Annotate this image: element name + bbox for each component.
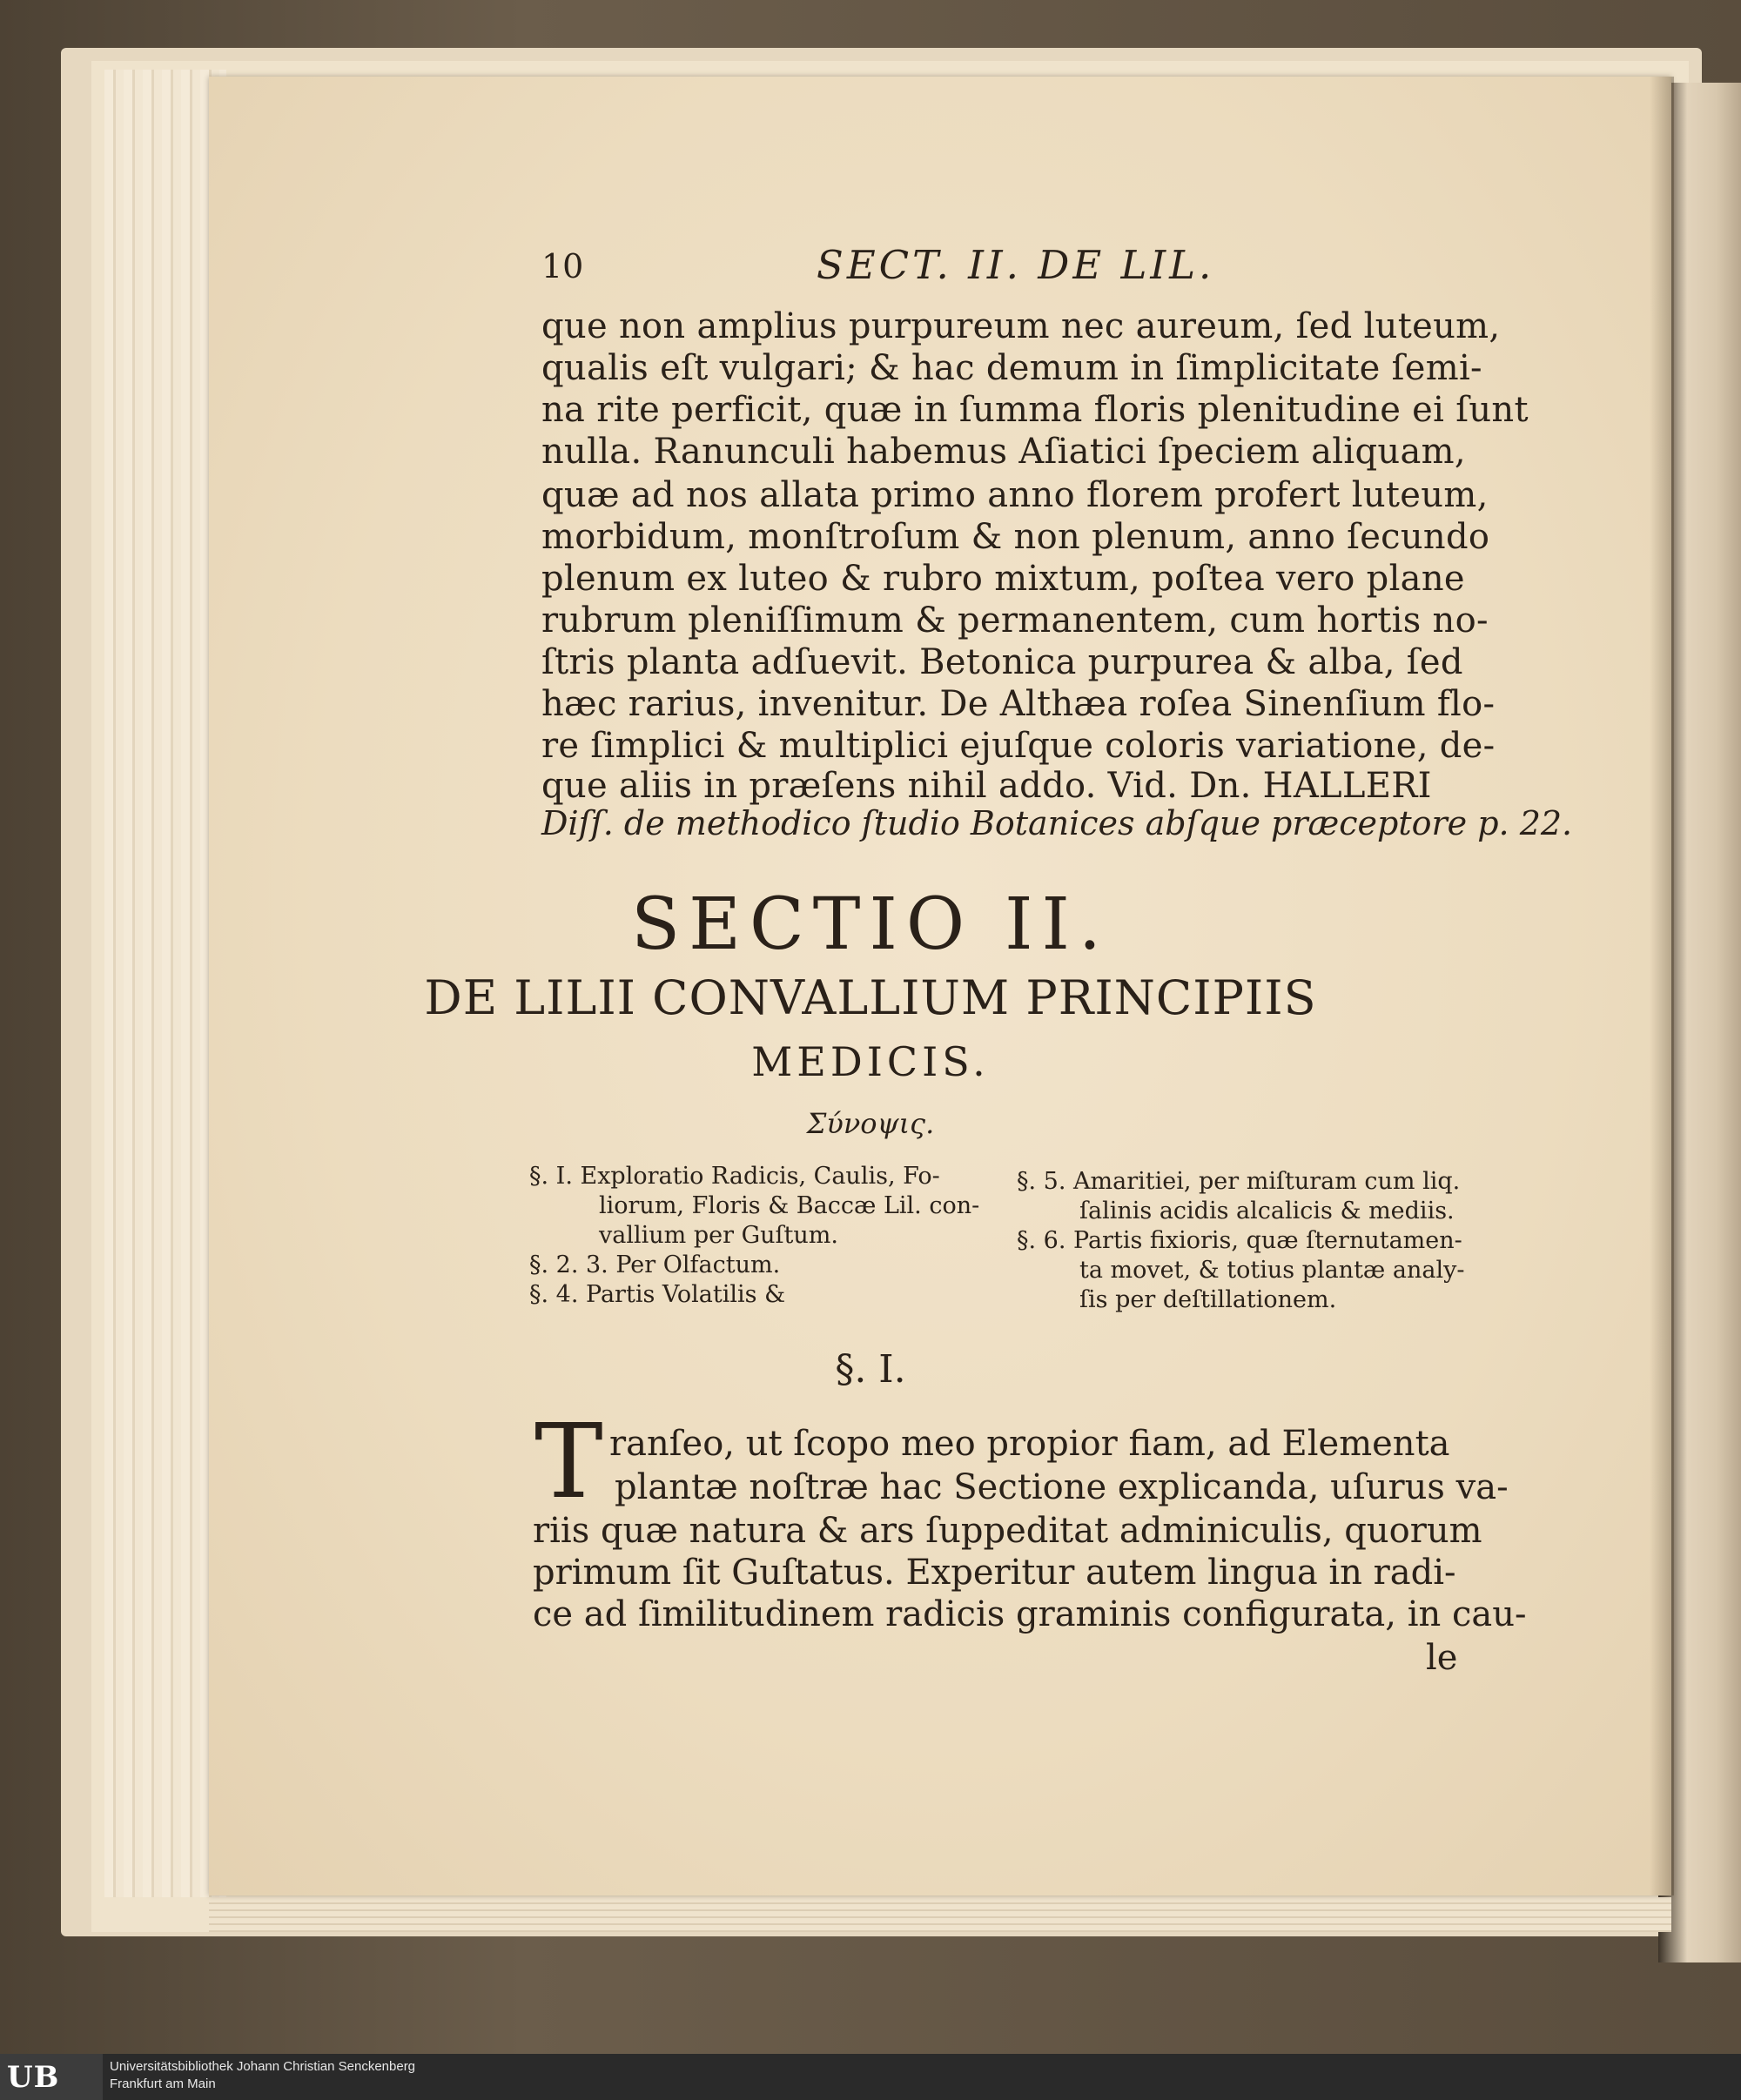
drop-cap: T	[534, 1401, 603, 1521]
body-line: na rite perficit, quæ in ſumma floris plenitudine ei ſunt	[541, 390, 1529, 430]
synopsis-item: vallium per Guſtum.	[599, 1222, 838, 1249]
citation-line: Diſſ. de methodico ſtudio Botanices abſque præceptore p. 22.	[541, 804, 1573, 842]
page-edges-bottom	[209, 1897, 1671, 1932]
body-line: ce ad ſimilitudinem radicis graminis configurata, in cau-	[533, 1594, 1527, 1634]
body-line: plantæ noſtræ hac Sectione explicanda, uſurus va-	[615, 1467, 1509, 1507]
synopsis-item: §. 5. Amaritiei, per miſturam cum liq.	[1017, 1168, 1461, 1195]
synopsis-item: liorum, Floris & Baccæ Lil. con-	[599, 1192, 980, 1219]
synopsis-item: §. 2. 3. Per Olfactum.	[529, 1251, 781, 1278]
body-line: plenum ex luteo & rubro mixtum, poſtea vero plane	[541, 559, 1465, 599]
section-subtitle-second-line: MEDICIS.	[751, 1038, 990, 1085]
library-city: Frankfurt am Main	[110, 2077, 216, 2091]
synopsis-item: §. I. Exploratio Radicis, Caulis, Fo-	[529, 1163, 940, 1190]
body-line: nulla. Ranunculi habemus Aſiatici ſpeciem aliquam,	[541, 432, 1466, 472]
body-line: ſtris planta adſuevit. Betonica purpurea & alba, ſed	[541, 642, 1463, 682]
body-line: primum ſit Guſtatus. Experitur autem lingua in radi-	[533, 1553, 1456, 1593]
running-title: SECT. II. DE LIL.	[817, 242, 1215, 288]
library-name: Universitätsbibliothek Johann Christian Senckenberg	[110, 2059, 416, 2074]
body-line: rubrum pleniſſimum & permanentem, cum hortis no-	[541, 600, 1489, 641]
section-title: SECTIO II.	[631, 883, 1110, 966]
synopsis-heading: Σύνοψις.	[806, 1107, 935, 1140]
synopsis-item: ſis per deſtillationem.	[1079, 1286, 1337, 1313]
body-line: que non amplius purpureum nec aureum, ſed luteum,	[541, 306, 1501, 346]
body-line: qualis eſt vulgari; & hac demum in ſimplicitate ſemi-	[541, 348, 1482, 388]
body-line: que aliis in præſens nihil addo. Vid. Dn. HALLERI	[541, 766, 1432, 806]
synopsis-item: ta movet, & totius plantæ analy-	[1079, 1257, 1465, 1284]
paragraph-marker: §. I.	[835, 1347, 906, 1392]
page-number: 10	[541, 247, 584, 285]
body-line: quæ ad nos allata primo anno florem profert luteum,	[541, 475, 1489, 515]
synopsis-item: §. 6. Partis fixioris, quæ ſternutamen-	[1017, 1227, 1462, 1254]
body-line: riis quæ natura & ars ſuppeditat adminiculis, quorum	[533, 1511, 1482, 1551]
library-logo-text: UB	[7, 2060, 60, 2095]
body-line: hæc rarius, invenitur. De Althæa roſea Sinenſium flo-	[541, 684, 1496, 724]
section-subtitle: DE LILII CONVALLIUM PRINCIPIIS	[424, 970, 1317, 1025]
body-line: re ſimplici & multiplici ejuſque coloris variatione, de-	[541, 726, 1496, 766]
body-line: ranſeo, ut ſcopo meo propior fiam, ad Elementa	[609, 1424, 1450, 1464]
catchword: le	[1426, 1638, 1458, 1678]
body-line: morbidum, monſtroſum & non plenum, anno ſecundo	[541, 517, 1490, 557]
synopsis-item: ſalinis acidis alcalicis & mediis.	[1079, 1198, 1455, 1224]
synopsis-item: §. 4. Partis Volatilis &	[529, 1281, 786, 1308]
